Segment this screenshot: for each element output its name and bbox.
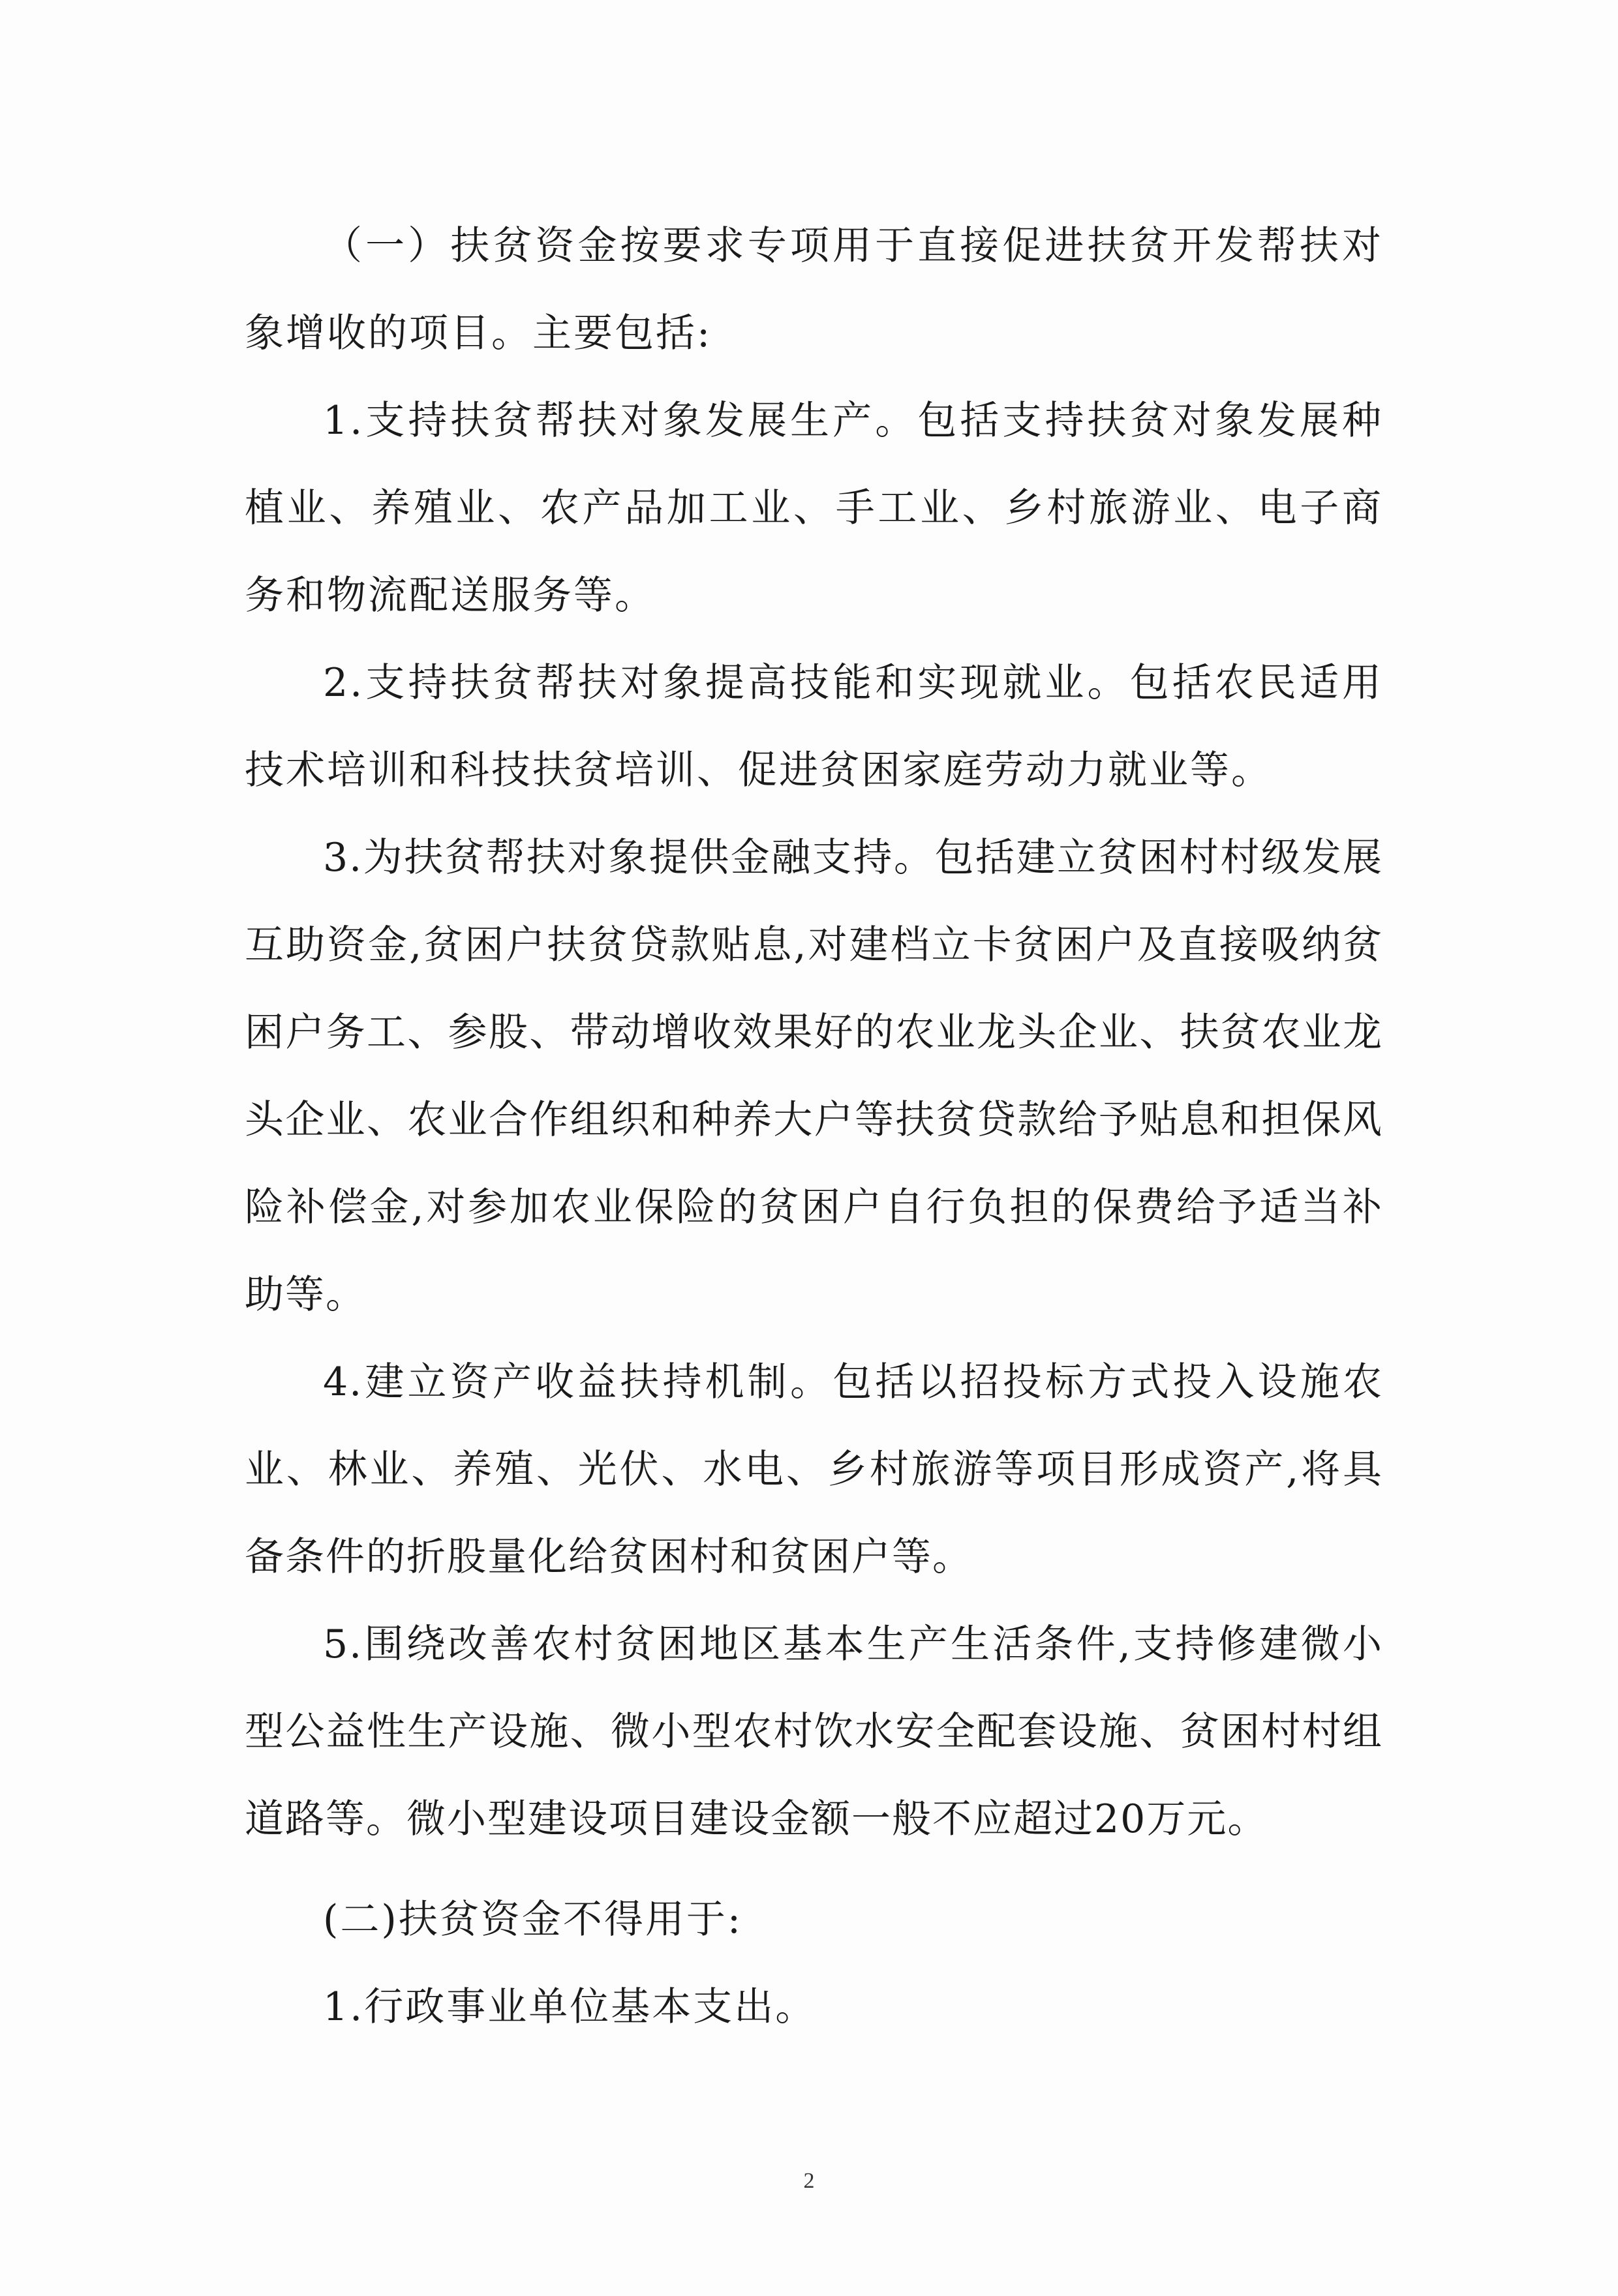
section-2-heading-paragraph: (二)扶贫资金不得用于: — [323, 1897, 743, 1942]
item-2-paragraph: 2.支持扶贫帮扶对象提高技能和实现就业。包括农民适用技术培训和科技扶贫培训、促进贫困家庭劳动力就业等。 — [245, 660, 1383, 793]
page-number: 2 — [803, 2169, 815, 2193]
item-3-paragraph: 3.为扶贫帮扶对象提供金融支持。包括建立贫困村村级发展互助资金,贫困户扶贫贷款贴息,对建档立卡贫困户及直接吸纳贫困户务工、参股、带动增收效果好的农业龙头企业、扶贫农业龙头企业、农业合作组织和种养大户等扶贫贷款给予贴息和担保风险补偿金,对参加农业保险的贫困户自行负担的保费给予适当补助等。 — [245, 835, 1383, 1318]
document-body — [245, 202, 1383, 2051]
section-1-heading-paragraph: （一）扶贫资金按要求专项用于直接促进扶贫开发帮扶对象增收的项目。主要包括: — [245, 223, 1383, 356]
section-2-item-1-paragraph: 1.行政事业单位基本支出。 — [323, 1984, 817, 2030]
item-5-paragraph: 5.围绕改善农村贫困地区基本生产生活条件,支持修建微小型公益性生产设施、微小型农村饮水安全配套设施、贫困村村组道路等。微小型建设项目建设金额一般不应超过20万元。 — [245, 1622, 1383, 1842]
item-4-paragraph: 4.建立资产收益扶持机制。包括以招投标方式投入设施农业、林业、养殖、光伏、水电、乡村旅游等项目形成资产,将具备条件的折股量化给贫困村和贫困户等。 — [245, 1359, 1383, 1580]
item-1-paragraph: 1.支持扶贫帮扶对象发展生产。包括支持扶贫对象发展种植业、养殖业、农产品加工业、手工业、乡村旅游业、电子商务和物流配送服务等。 — [245, 398, 1383, 618]
